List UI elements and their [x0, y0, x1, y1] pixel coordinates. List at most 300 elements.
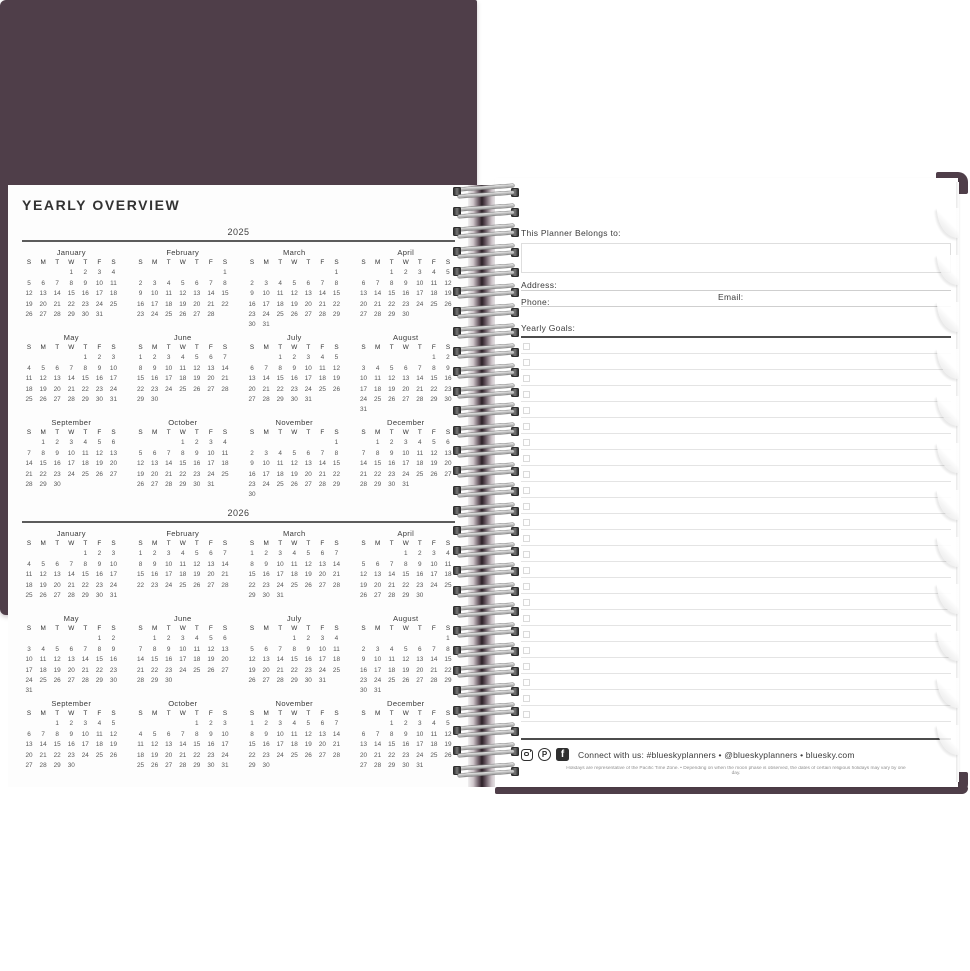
day: 18 — [136, 751, 145, 759]
day: 5 — [111, 720, 116, 728]
planner-cover-bottom — [495, 787, 968, 794]
day: 18 — [290, 571, 298, 579]
day: 6 — [361, 279, 366, 287]
month-december — [357, 417, 456, 502]
month-grid — [357, 428, 456, 490]
goal-checkbox — [523, 583, 530, 590]
wire-coil — [451, 505, 521, 518]
weekday-header: S — [111, 259, 116, 266]
day: 18 — [25, 581, 33, 589]
day: 25 — [430, 751, 438, 759]
empty-day — [134, 268, 148, 278]
goal-checkbox — [523, 615, 530, 622]
day: 24 — [151, 310, 159, 318]
month-grid — [357, 258, 456, 320]
day: 15 — [290, 656, 298, 664]
day: 11 — [430, 730, 438, 738]
day: 8 — [389, 279, 394, 287]
weekday-header: F — [97, 259, 102, 266]
day: 10 — [165, 364, 173, 372]
day: 6 — [111, 439, 116, 447]
month-name: May — [63, 333, 79, 342]
day: 22 — [402, 581, 410, 589]
day: 19 — [388, 385, 396, 393]
month-august — [357, 613, 456, 698]
day: 8 — [278, 364, 282, 372]
wire-coil — [451, 405, 521, 418]
weekday-header: T — [166, 710, 171, 717]
day: 9 — [97, 364, 102, 372]
day: 17 — [165, 571, 173, 579]
day: 13 — [416, 656, 424, 664]
month-june — [134, 613, 233, 698]
day: 3 — [97, 269, 102, 277]
day: 26 — [109, 751, 117, 759]
day: 14 — [25, 460, 33, 468]
empty-day — [371, 268, 385, 278]
goal-line — [521, 370, 951, 386]
empty-day — [64, 634, 78, 644]
day: 14 — [430, 656, 438, 664]
day: 9 — [250, 460, 254, 468]
empty-day — [245, 438, 259, 448]
day: 11 — [39, 656, 47, 664]
day: 17 — [262, 300, 270, 308]
day: 17 — [262, 470, 270, 478]
wire-coil — [451, 725, 521, 738]
weekday-header: F — [97, 429, 102, 436]
day: 21 — [318, 300, 326, 308]
day: 4 — [223, 439, 227, 447]
day: 26 — [290, 480, 298, 488]
weekday-header: F — [97, 710, 102, 717]
month-grid — [245, 343, 344, 405]
wire-coil — [451, 745, 521, 758]
day: 9 — [152, 364, 157, 372]
day: 2 — [361, 645, 366, 653]
day: 11 — [96, 730, 103, 738]
day: 29 — [151, 676, 159, 684]
day: 1 — [389, 269, 394, 277]
day: 24 — [262, 480, 270, 488]
day: 29 — [53, 761, 61, 769]
day: 31 — [318, 676, 326, 684]
goal-line — [521, 626, 951, 642]
weekday-header: S — [334, 710, 339, 717]
empty-day — [36, 549, 50, 559]
day: 15 — [402, 571, 410, 579]
day: 12 — [39, 375, 47, 383]
day: 25 — [81, 470, 89, 478]
month-march — [245, 528, 344, 613]
weekday-header: T — [83, 429, 88, 436]
empty-day — [22, 549, 36, 559]
goals-list — [521, 338, 951, 722]
day: 26 — [290, 310, 298, 318]
month-name: May — [63, 614, 79, 623]
day: 20 — [151, 470, 159, 478]
day: 21 — [276, 666, 284, 674]
day: 22 — [81, 581, 89, 589]
wire-coil — [451, 386, 521, 399]
day: 19 — [304, 741, 312, 749]
wire-coil — [451, 326, 521, 339]
wire-coil — [451, 645, 521, 658]
day: 7 — [138, 645, 143, 653]
day: 26 — [39, 395, 47, 403]
weekday-header: S — [249, 540, 255, 547]
day: 7 — [334, 720, 339, 728]
day: 12 — [304, 730, 312, 738]
day: 22 — [136, 581, 145, 589]
day: 2 — [97, 354, 102, 362]
empty-day — [245, 353, 259, 363]
month-name: September — [51, 699, 92, 708]
day: 25 — [221, 470, 229, 478]
day: 21 — [39, 751, 47, 759]
day: 11 — [137, 741, 144, 749]
weekday-header: M — [374, 710, 381, 717]
day: 21 — [221, 375, 229, 383]
day: 1 — [250, 720, 254, 728]
day: 27 — [165, 761, 173, 769]
day: 28 — [81, 676, 89, 684]
goal-checkbox — [523, 487, 530, 494]
day: 21 — [416, 385, 424, 393]
weekday-header: W — [291, 259, 298, 266]
day: 10 — [374, 656, 382, 664]
empty-day — [134, 438, 148, 448]
weekday-header: S — [361, 344, 366, 351]
day: 23 — [444, 385, 452, 393]
weekday-header: M — [374, 625, 381, 632]
day: 14 — [359, 460, 368, 468]
day: 5 — [195, 354, 199, 362]
goal-checkbox — [523, 391, 530, 398]
day: 1 — [83, 550, 88, 558]
day: 19 — [402, 666, 410, 674]
month-name: February — [166, 248, 200, 257]
day: 12 — [53, 656, 61, 664]
day: 13 — [207, 364, 215, 372]
wire-coil — [451, 246, 521, 259]
day: 11 — [110, 279, 117, 287]
day: 3 — [264, 449, 268, 457]
day: 3 — [166, 550, 171, 558]
day: 7 — [334, 550, 339, 558]
day: 4 — [97, 720, 102, 728]
day: 21 — [374, 300, 382, 308]
day: 14 — [53, 290, 61, 298]
day: 6 — [446, 439, 450, 447]
empty-day — [427, 634, 441, 644]
day: 17 — [151, 300, 159, 308]
day: 14 — [332, 730, 340, 738]
empty-day — [273, 634, 287, 644]
day: 3 — [83, 720, 88, 728]
day: 22 — [332, 300, 340, 308]
day: 28 — [221, 385, 229, 393]
weekday-header: M — [151, 429, 158, 436]
day: 31 — [359, 406, 368, 414]
day: 23 — [248, 480, 256, 488]
goal-line — [521, 642, 951, 658]
day: 7 — [55, 279, 59, 287]
day: 21 — [359, 470, 368, 478]
month-september — [22, 417, 121, 502]
month-july — [245, 332, 344, 417]
day: 7 — [209, 279, 213, 287]
day: 11 — [221, 449, 229, 457]
day: 6 — [375, 560, 380, 568]
goal-line — [521, 546, 951, 562]
day: 14 — [318, 460, 326, 468]
day: 27 — [318, 751, 326, 759]
weekday-header: F — [320, 259, 325, 266]
day: 25 — [136, 761, 145, 769]
month-grid — [22, 539, 121, 601]
day: 15 — [430, 375, 438, 383]
weekday-header: S — [26, 344, 32, 351]
day: 20 — [109, 460, 117, 468]
empty-day — [134, 719, 148, 729]
day: 4 — [180, 354, 185, 362]
day: 21 — [207, 300, 215, 308]
day: 21 — [388, 581, 396, 589]
day: 16 — [109, 656, 117, 664]
day: 14 — [165, 460, 173, 468]
weekday-header: T — [55, 344, 60, 351]
weekday-header: F — [320, 344, 325, 351]
empty-day — [385, 549, 399, 559]
day: 24 — [207, 470, 215, 478]
day: 3 — [306, 354, 311, 362]
day: 11 — [165, 290, 172, 298]
day: 29 — [388, 761, 396, 769]
day: 23 — [151, 385, 159, 393]
day: 25 — [430, 300, 438, 308]
weekday-header: W — [179, 625, 186, 632]
wire-coil — [451, 226, 521, 239]
month-name: April — [397, 248, 415, 257]
weekday-header: S — [111, 540, 116, 547]
day: 25 — [276, 310, 284, 318]
day: 21 — [81, 666, 89, 674]
day: 29 — [444, 676, 452, 684]
day: 5 — [334, 354, 339, 362]
empty-day — [371, 353, 385, 363]
day: 7 — [278, 645, 282, 653]
empty-day — [413, 634, 427, 644]
day: 10 — [402, 449, 410, 457]
wire-coil — [451, 685, 521, 698]
day: 14 — [221, 364, 229, 372]
day: 4 — [446, 550, 450, 558]
month-december — [357, 698, 456, 783]
day: 17 — [416, 741, 424, 749]
day: 15 — [374, 460, 382, 468]
weekday-header: W — [68, 625, 75, 632]
day: 1 — [446, 635, 450, 643]
day: 3 — [111, 550, 116, 558]
day: 30 — [304, 676, 312, 684]
weekday-header: T — [389, 344, 394, 351]
empty-day — [357, 268, 371, 278]
day: 31 — [207, 480, 215, 488]
month-grid — [22, 428, 121, 490]
weekday-header: M — [151, 540, 158, 547]
month-grid — [357, 343, 456, 416]
empty-day — [176, 268, 190, 278]
day: 6 — [418, 645, 422, 653]
day: 10 — [25, 656, 33, 664]
weekday-header: W — [179, 259, 186, 266]
day: 22 — [81, 385, 89, 393]
day: 19 — [53, 666, 61, 674]
empty-day — [357, 438, 371, 448]
day: 12 — [109, 730, 117, 738]
right-page-owner-info — [495, 178, 958, 787]
day: 21 — [53, 300, 61, 308]
day: 22 — [193, 751, 201, 759]
weekday-header: T — [55, 540, 60, 547]
day: 16 — [136, 300, 145, 308]
weekday-header: W — [402, 625, 409, 632]
empty-day — [78, 634, 92, 644]
day: 18 — [179, 375, 187, 383]
day: 17 — [304, 375, 312, 383]
day: 10 — [416, 730, 424, 738]
month-grid — [357, 539, 456, 601]
day: 25 — [95, 751, 103, 759]
day: 3 — [111, 354, 116, 362]
day: 22 — [39, 470, 47, 478]
weekday-header: T — [417, 540, 422, 547]
page-title: YEARLY OVERVIEW — [22, 197, 181, 213]
day: 11 — [416, 449, 424, 457]
day: 9 — [292, 364, 297, 372]
day: 28 — [262, 395, 270, 403]
goal-checkbox — [523, 711, 530, 718]
day: 11 — [25, 375, 33, 383]
goal-checkbox — [523, 679, 530, 686]
day: 31 — [304, 395, 312, 403]
day: 23 — [81, 300, 89, 308]
day: 15 — [332, 290, 340, 298]
day: 26 — [304, 751, 312, 759]
day: 3 — [403, 439, 408, 447]
day: 9 — [418, 560, 422, 568]
day: 11 — [276, 460, 284, 468]
weekday-header: T — [55, 259, 60, 266]
day: 19 — [444, 290, 452, 298]
wire-coil — [451, 585, 521, 598]
day: 19 — [39, 385, 47, 393]
day: 24 — [81, 751, 89, 759]
month-august — [357, 332, 456, 417]
empty-day — [371, 719, 385, 729]
day: 11 — [333, 645, 340, 653]
day: 13 — [193, 290, 201, 298]
weekday-header: T — [83, 625, 88, 632]
day: 14 — [374, 290, 382, 298]
day: 13 — [25, 741, 33, 749]
day: 19 — [95, 460, 103, 468]
weekday-header: S — [138, 344, 143, 351]
day: 2 — [195, 439, 199, 447]
day: 21 — [430, 666, 438, 674]
weekday-header: F — [431, 540, 436, 547]
day: 9 — [361, 656, 366, 664]
day: 30 — [95, 591, 103, 599]
day: 24 — [276, 581, 284, 589]
day: 7 — [69, 364, 74, 372]
wire-coil — [451, 286, 521, 299]
weekday-header: S — [334, 259, 339, 266]
weekday-header: W — [179, 710, 186, 717]
day: 5 — [446, 720, 450, 728]
day: 28 — [179, 761, 187, 769]
empty-day — [357, 719, 371, 729]
day: 6 — [195, 279, 199, 287]
weekday-header: W — [402, 344, 409, 351]
weekday-header: T — [278, 429, 283, 436]
day: 11 — [290, 560, 298, 568]
day: 11 — [374, 375, 381, 383]
empty-day — [36, 634, 50, 644]
day: 13 — [53, 571, 61, 579]
day: 13 — [318, 730, 326, 738]
day: 16 — [95, 375, 103, 383]
day: 18 — [374, 385, 382, 393]
weekday-header: S — [445, 710, 451, 717]
day: 26 — [207, 666, 215, 674]
day: 13 — [304, 290, 312, 298]
weekday-header: T — [306, 259, 311, 266]
day: 1 — [180, 439, 185, 447]
empty-day — [371, 634, 385, 644]
day: 2 — [418, 550, 422, 558]
weekday-header: W — [291, 625, 298, 632]
day: 3 — [432, 550, 436, 558]
day: 5 — [250, 645, 254, 653]
weekday-header: S — [361, 429, 366, 436]
weekday-header: T — [417, 625, 422, 632]
day: 29 — [332, 310, 340, 318]
day: 20 — [207, 375, 215, 383]
goal-line — [521, 530, 951, 546]
day: 12 — [39, 571, 47, 579]
day: 29 — [248, 591, 256, 599]
weekday-header: T — [166, 540, 171, 547]
goal-line — [521, 338, 951, 354]
empty-day — [259, 268, 273, 278]
weekday-header: S — [445, 540, 451, 547]
day: 15 — [53, 741, 61, 749]
day: 14 — [179, 741, 187, 749]
day: 9 — [446, 364, 450, 372]
empty-day — [64, 353, 78, 363]
day: 27 — [359, 310, 368, 318]
footer-connect-row — [521, 746, 951, 763]
day: 9 — [389, 449, 394, 457]
day: 6 — [320, 720, 325, 728]
day: 8 — [97, 645, 102, 653]
weekday-header: M — [40, 429, 46, 436]
day: 28 — [430, 676, 438, 684]
day: 26 — [248, 676, 256, 684]
month-grid — [22, 258, 121, 320]
